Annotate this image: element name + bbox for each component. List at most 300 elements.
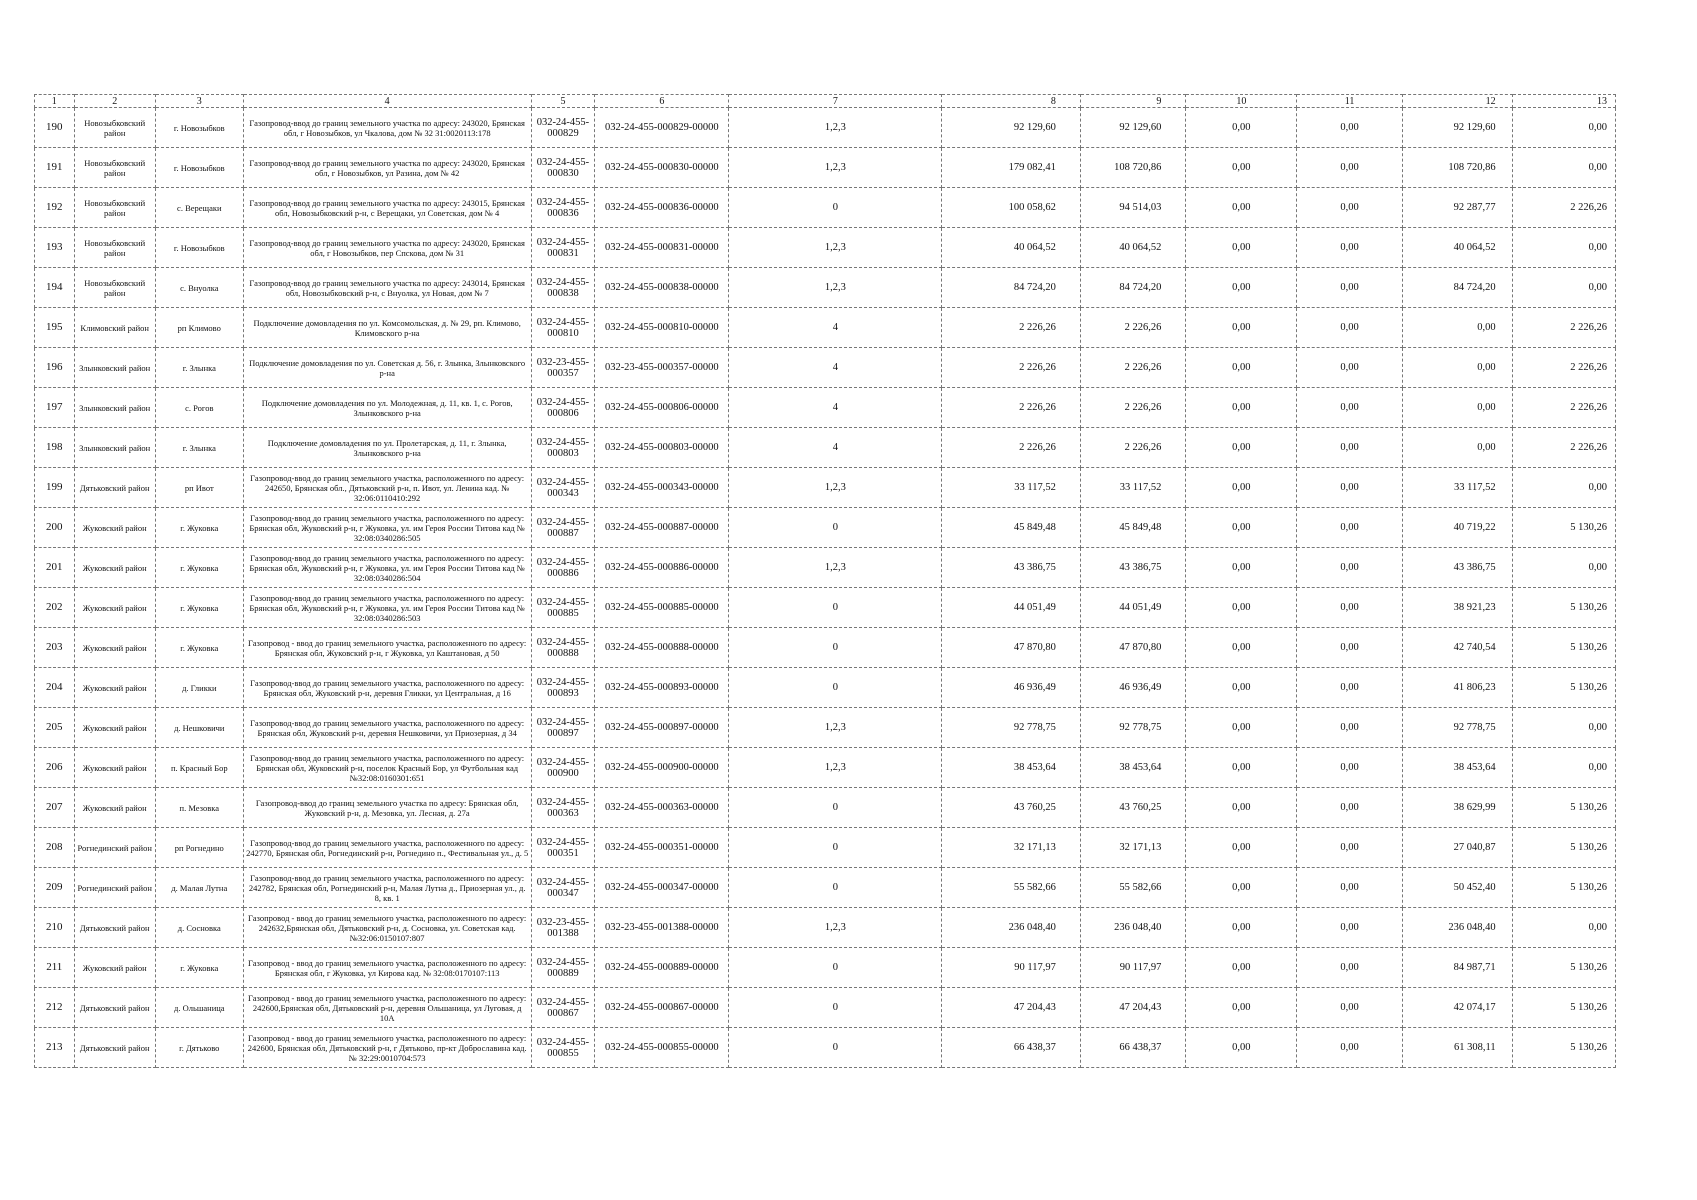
amount-10-cell: 0,00 (1186, 548, 1297, 588)
amount-8-cell: 2 226,26 (942, 348, 1080, 388)
settlement-cell: г. Дятьково (155, 1028, 243, 1068)
table-row (35, 708, 1616, 748)
amount-8-cell: 32 171,13 (942, 828, 1080, 868)
amount-13-cell: 2 226,26 (1512, 388, 1615, 428)
row-number-cell: 191 (35, 148, 75, 188)
object-full-code-cell: 032-24-455-000885-00000 (595, 588, 729, 628)
object-full-code-cell: 032-24-455-000838-00000 (595, 268, 729, 308)
column-header-3: 3 (155, 95, 243, 108)
row-number-cell: 207 (35, 788, 75, 828)
amount-9-cell: 108 720,86 (1080, 148, 1185, 188)
amount-11-cell: 0,00 (1297, 988, 1402, 1028)
amount-9-cell: 32 171,13 (1080, 828, 1185, 868)
object-full-code-cell: 032-24-455-000829-00000 (595, 108, 729, 148)
amount-11-cell: 0,00 (1297, 148, 1402, 188)
table-row (35, 748, 1616, 788)
object-code-cell: 032-24-455-000855 (531, 1028, 595, 1068)
table-row (35, 108, 1616, 148)
amount-11-cell: 0,00 (1297, 1028, 1402, 1068)
amount-9-cell: 92 778,75 (1080, 708, 1185, 748)
amount-9-cell: 33 117,52 (1080, 468, 1185, 508)
amount-11-cell: 0,00 (1297, 828, 1402, 868)
amount-11-cell: 0,00 (1297, 468, 1402, 508)
amount-9-cell: 45 849,48 (1080, 508, 1185, 548)
amount-12-cell: 41 806,23 (1402, 668, 1512, 708)
object-code-cell: 032-24-455-000889 (531, 948, 595, 988)
object-description-cell: Подключение домовладения по ул. Советская д. 56, г. Злынка, Злынковского р-на (243, 348, 531, 388)
object-description-cell: Газопровод-ввод до границ земельного участка по адресу: Брянская обл, Жуковский р-н, д. Мезовка, ул. Лесная, д. 27а (243, 788, 531, 828)
table-row (35, 188, 1616, 228)
object-full-code-cell: 032-24-455-000887-00000 (595, 508, 729, 548)
district-cell: Жуковский район (74, 668, 155, 708)
object-full-code-cell: 032-24-455-000893-00000 (595, 668, 729, 708)
object-full-code-cell: 032-24-455-000836-00000 (595, 188, 729, 228)
settlement-cell: г. Жуковка (155, 588, 243, 628)
row-number-cell: 209 (35, 868, 75, 908)
object-description-cell: Газопровод-ввод до границ земельного участка по адресу: 243020, Брянская обл, г Новозыбков, ул Чкалова, дом № 32 31:0020113:178 (243, 108, 531, 148)
category-cell: 1,2,3 (729, 108, 942, 148)
amount-11-cell: 0,00 (1297, 868, 1402, 908)
table-row (35, 508, 1616, 548)
object-full-code-cell: 032-23-455-001388-00000 (595, 908, 729, 948)
category-cell: 4 (729, 348, 942, 388)
object-full-code-cell: 032-24-455-000889-00000 (595, 948, 729, 988)
object-code-cell: 032-23-455-000357 (531, 348, 595, 388)
object-code-cell: 032-24-455-000893 (531, 668, 595, 708)
table-row (35, 548, 1616, 588)
row-number-cell: 201 (35, 548, 75, 588)
amount-13-cell: 0,00 (1512, 548, 1615, 588)
object-description-cell: Газопровод-ввод до границ земельного участка, расположенного по адресу: Брянская обл, Жуковский р-н, деревня Нешковичи, ул Приозерная, д 34 (243, 708, 531, 748)
row-number-cell: 211 (35, 948, 75, 988)
table-row (35, 948, 1616, 988)
amount-10-cell: 0,00 (1186, 228, 1297, 268)
table-row (35, 388, 1616, 428)
category-cell: 0 (729, 788, 942, 828)
object-full-code-cell: 032-23-455-000357-00000 (595, 348, 729, 388)
amount-13-cell: 0,00 (1512, 148, 1615, 188)
settlement-cell: г. Злынка (155, 428, 243, 468)
object-full-code-cell: 032-24-455-000900-00000 (595, 748, 729, 788)
object-description-cell: Газопровод-ввод до границ земельного участка, расположенного по адресу: Брянская обл, Жуковский р-н, поселок Красный Бор, ул Футбольная кад №32:08:0160301:651 (243, 748, 531, 788)
district-cell: Жуковский район (74, 708, 155, 748)
object-description-cell: Газопровод-ввод до границ земельного участка, расположенного по адресу: 242782, Брянская обл, Рогнединский р-н, Малая Лутна д., Приозерная ул., д. 8, кв. 1 (243, 868, 531, 908)
object-code-cell: 032-24-455-000343 (531, 468, 595, 508)
amount-12-cell: 0,00 (1402, 428, 1512, 468)
amount-12-cell: 0,00 (1402, 388, 1512, 428)
settlement-cell: г. Жуковка (155, 948, 243, 988)
amount-9-cell: 90 117,97 (1080, 948, 1185, 988)
object-description-cell: Газопровод-ввод до границ земельного участка, расположенного по адресу: Брянская обл, Жуковский р-н, г Жуковка, ул. им Героя России Титова кад № 32:08:0340286:504 (243, 548, 531, 588)
amount-9-cell: 47 870,80 (1080, 628, 1185, 668)
amount-13-cell: 0,00 (1512, 468, 1615, 508)
amount-10-cell: 0,00 (1186, 108, 1297, 148)
district-cell: Новозыбковский район (74, 228, 155, 268)
row-number-cell: 199 (35, 468, 75, 508)
amount-8-cell: 90 117,97 (942, 948, 1080, 988)
object-full-code-cell: 032-24-455-000888-00000 (595, 628, 729, 668)
amount-9-cell: 2 226,26 (1080, 348, 1185, 388)
column-header-5: 5 (531, 95, 595, 108)
amount-13-cell: 0,00 (1512, 708, 1615, 748)
column-header-11: 11 (1297, 95, 1402, 108)
amount-12-cell: 40 719,22 (1402, 508, 1512, 548)
amount-11-cell: 0,00 (1297, 348, 1402, 388)
object-description-cell: Газопровод - ввод до границ земельного участка, расположенного по адресу: 242632,Брянская обл, Дятьковский р-н, д. Сосновка, ул. Советская кад. №32:06:0150107:807 (243, 908, 531, 948)
table-row (35, 628, 1616, 668)
amount-13-cell: 2 226,26 (1512, 188, 1615, 228)
category-cell: 0 (729, 1028, 942, 1068)
table-row (35, 148, 1616, 188)
amount-9-cell: 84 724,20 (1080, 268, 1185, 308)
object-code-cell: 032-23-455-001388 (531, 908, 595, 948)
column-header-4: 4 (243, 95, 531, 108)
amount-9-cell: 38 453,64 (1080, 748, 1185, 788)
amount-9-cell: 92 129,60 (1080, 108, 1185, 148)
data-table (34, 94, 1616, 1068)
amount-12-cell: 38 453,64 (1402, 748, 1512, 788)
category-cell: 0 (729, 988, 942, 1028)
row-number-cell: 190 (35, 108, 75, 148)
district-cell: Новозыбковский район (74, 108, 155, 148)
amount-11-cell: 0,00 (1297, 588, 1402, 628)
district-cell: Жуковский район (74, 548, 155, 588)
amount-10-cell: 0,00 (1186, 948, 1297, 988)
object-description-cell: Газопровод-ввод до границ земельного участка по адресу: 243020, Брянская обл, г Новозыбков, пер Спскова, дом № 31 (243, 228, 531, 268)
object-full-code-cell: 032-24-455-000867-00000 (595, 988, 729, 1028)
district-cell: Новозыбковский район (74, 148, 155, 188)
row-number-cell: 192 (35, 188, 75, 228)
object-description-cell: Подключение домовладения по ул. Комсомольская, д. № 29, рп. Климово, Климовского р-на (243, 308, 531, 348)
amount-13-cell: 5 130,26 (1512, 788, 1615, 828)
amount-11-cell: 0,00 (1297, 748, 1402, 788)
category-cell: 0 (729, 948, 942, 988)
amount-8-cell: 2 226,26 (942, 308, 1080, 348)
settlement-cell: г. Злынка (155, 348, 243, 388)
district-cell: Дятьковский район (74, 1028, 155, 1068)
amount-11-cell: 0,00 (1297, 108, 1402, 148)
object-description-cell: Газопровод-ввод до границ земельного участка, расположенного по адресу: Брянская обл, Жуковский р-н, г Жуковка, ул. им Героя России Титова кад № 32:08:0340286:505 (243, 508, 531, 548)
amount-11-cell: 0,00 (1297, 708, 1402, 748)
amount-8-cell: 43 386,75 (942, 548, 1080, 588)
amount-12-cell: 0,00 (1402, 348, 1512, 388)
category-cell: 1,2,3 (729, 268, 942, 308)
amount-9-cell: 2 226,26 (1080, 428, 1185, 468)
category-cell: 0 (729, 588, 942, 628)
amount-13-cell: 5 130,26 (1512, 988, 1615, 1028)
amount-10-cell: 0,00 (1186, 708, 1297, 748)
settlement-cell: д. Малая Лутна (155, 868, 243, 908)
district-cell: Дятьковский район (74, 988, 155, 1028)
amount-8-cell: 40 064,52 (942, 228, 1080, 268)
category-cell: 1,2,3 (729, 908, 942, 948)
amount-10-cell: 0,00 (1186, 388, 1297, 428)
amount-10-cell: 0,00 (1186, 588, 1297, 628)
category-cell: 0 (729, 628, 942, 668)
amount-9-cell: 43 386,75 (1080, 548, 1185, 588)
amount-8-cell: 2 226,26 (942, 428, 1080, 468)
settlement-cell: с. Рогов (155, 388, 243, 428)
amount-9-cell: 2 226,26 (1080, 308, 1185, 348)
document-table-container (34, 94, 1616, 1068)
object-description-cell: Газопровод-ввод до границ земельного участка, расположенного по адресу: 242770, Брянская обл, Рогнединский р-н, Рогнедино п., Фестивальная ул., д. 5 (243, 828, 531, 868)
column-header-12: 12 (1402, 95, 1512, 108)
amount-8-cell: 43 760,25 (942, 788, 1080, 828)
amount-12-cell: 33 117,52 (1402, 468, 1512, 508)
amount-9-cell: 94 514,03 (1080, 188, 1185, 228)
amount-11-cell: 0,00 (1297, 628, 1402, 668)
amount-10-cell: 0,00 (1186, 148, 1297, 188)
settlement-cell: п. Красный Бор (155, 748, 243, 788)
settlement-cell: г. Новозыбков (155, 108, 243, 148)
amount-8-cell: 47 204,43 (942, 988, 1080, 1028)
object-full-code-cell: 032-24-455-000806-00000 (595, 388, 729, 428)
object-code-cell: 032-24-455-000810 (531, 308, 595, 348)
amount-12-cell: 61 308,11 (1402, 1028, 1512, 1068)
amount-13-cell: 5 130,26 (1512, 828, 1615, 868)
row-number-cell: 194 (35, 268, 75, 308)
amount-12-cell: 27 040,87 (1402, 828, 1512, 868)
amount-9-cell: 47 204,43 (1080, 988, 1185, 1028)
amount-12-cell: 38 921,23 (1402, 588, 1512, 628)
table-row (35, 588, 1616, 628)
amount-13-cell: 2 226,26 (1512, 308, 1615, 348)
district-cell: Злынковский район (74, 348, 155, 388)
amount-8-cell: 47 870,80 (942, 628, 1080, 668)
settlement-cell: г. Новозыбков (155, 148, 243, 188)
amount-10-cell: 0,00 (1186, 668, 1297, 708)
object-full-code-cell: 032-24-455-000886-00000 (595, 548, 729, 588)
amount-9-cell: 2 226,26 (1080, 388, 1185, 428)
amount-10-cell: 0,00 (1186, 748, 1297, 788)
object-code-cell: 032-24-455-000867 (531, 988, 595, 1028)
object-code-cell: 032-24-455-000836 (531, 188, 595, 228)
table-row (35, 468, 1616, 508)
settlement-cell: рп Ивот (155, 468, 243, 508)
amount-12-cell: 84 724,20 (1402, 268, 1512, 308)
object-description-cell: Газопровод-ввод до границ земельного участка, расположенного по адресу: 242650, Брянская обл., Дятьковский р-н, п. Ивот, ул. Ленина кад. № 32:06:0110410:292 (243, 468, 531, 508)
table-row (35, 1028, 1616, 1068)
amount-12-cell: 50 452,40 (1402, 868, 1512, 908)
category-cell: 0 (729, 508, 942, 548)
column-header-9: 9 (1080, 95, 1185, 108)
category-cell: 1,2,3 (729, 708, 942, 748)
category-cell: 0 (729, 668, 942, 708)
object-code-cell: 032-24-455-000887 (531, 508, 595, 548)
district-cell: Новозыбковский район (74, 188, 155, 228)
table-row (35, 308, 1616, 348)
district-cell: Жуковский район (74, 588, 155, 628)
object-code-cell: 032-24-455-000363 (531, 788, 595, 828)
amount-12-cell: 108 720,86 (1402, 148, 1512, 188)
amount-10-cell: 0,00 (1186, 348, 1297, 388)
amount-8-cell: 66 438,37 (942, 1028, 1080, 1068)
amount-13-cell: 0,00 (1512, 748, 1615, 788)
amount-11-cell: 0,00 (1297, 308, 1402, 348)
row-number-cell: 210 (35, 908, 75, 948)
object-code-cell: 032-24-455-000829 (531, 108, 595, 148)
amount-8-cell: 38 453,64 (942, 748, 1080, 788)
table-row (35, 908, 1616, 948)
amount-11-cell: 0,00 (1297, 388, 1402, 428)
row-number-cell: 193 (35, 228, 75, 268)
category-cell: 1,2,3 (729, 468, 942, 508)
amount-8-cell: 33 117,52 (942, 468, 1080, 508)
row-number-cell: 204 (35, 668, 75, 708)
object-code-cell: 032-24-455-000885 (531, 588, 595, 628)
table-row (35, 828, 1616, 868)
column-header-6: 6 (595, 95, 729, 108)
table-row (35, 868, 1616, 908)
object-code-cell: 032-24-455-000830 (531, 148, 595, 188)
amount-10-cell: 0,00 (1186, 308, 1297, 348)
category-cell: 4 (729, 308, 942, 348)
object-code-cell: 032-24-455-000806 (531, 388, 595, 428)
table-row (35, 668, 1616, 708)
object-full-code-cell: 032-24-455-000347-00000 (595, 868, 729, 908)
category-cell: 0 (729, 828, 942, 868)
settlement-cell: д. Сосновка (155, 908, 243, 948)
amount-8-cell: 55 582,66 (942, 868, 1080, 908)
object-code-cell: 032-24-455-000347 (531, 868, 595, 908)
column-number-header-row (35, 95, 1616, 108)
amount-13-cell: 2 226,26 (1512, 348, 1615, 388)
object-code-cell: 032-24-455-000803 (531, 428, 595, 468)
amount-11-cell: 0,00 (1297, 908, 1402, 948)
category-cell: 0 (729, 188, 942, 228)
object-description-cell: Газопровод-ввод до границ земельного участка по адресу: 243014, Брянская обл, Новозыбковский р-н, с Внуолка, ул Новая, дом № 7 (243, 268, 531, 308)
district-cell: Рогнединский район (74, 828, 155, 868)
amount-12-cell: 43 386,75 (1402, 548, 1512, 588)
settlement-cell: рп Рогнедино (155, 828, 243, 868)
amount-11-cell: 0,00 (1297, 668, 1402, 708)
amount-10-cell: 0,00 (1186, 508, 1297, 548)
amount-11-cell: 0,00 (1297, 268, 1402, 308)
district-cell: Климовский район (74, 308, 155, 348)
column-header-1: 1 (35, 95, 75, 108)
category-cell: 4 (729, 428, 942, 468)
object-description-cell: Газопровод-ввод до границ земельного участка по адресу: 243020, Брянская обл, г Новозыбков, ул Разина, дом № 42 (243, 148, 531, 188)
row-number-cell: 202 (35, 588, 75, 628)
object-full-code-cell: 032-24-455-000803-00000 (595, 428, 729, 468)
settlement-cell: с. Внуолка (155, 268, 243, 308)
district-cell: Жуковский район (74, 508, 155, 548)
district-cell: Дятьковский район (74, 908, 155, 948)
object-description-cell: Газопровод-ввод до границ земельного участка, расположенного по адресу: Брянская обл, Жуковский р-н, деревня Гликки, ул Центральная, д 16 (243, 668, 531, 708)
row-number-cell: 196 (35, 348, 75, 388)
table-row (35, 228, 1616, 268)
object-code-cell: 032-24-455-000886 (531, 548, 595, 588)
amount-12-cell: 42 740,54 (1402, 628, 1512, 668)
column-header-7: 7 (729, 95, 942, 108)
table-row (35, 988, 1616, 1028)
district-cell: Жуковский район (74, 748, 155, 788)
amount-13-cell: 2 226,26 (1512, 428, 1615, 468)
category-cell: 1,2,3 (729, 148, 942, 188)
amount-11-cell: 0,00 (1297, 788, 1402, 828)
object-code-cell: 032-24-455-000888 (531, 628, 595, 668)
table-row (35, 348, 1616, 388)
object-description-cell: Газопровод - ввод до границ земельного участка, расположенного по адресу: Брянская обл, г Жуковка, ул Кирова кад. № 32:08:0170107:113 (243, 948, 531, 988)
category-cell: 1,2,3 (729, 228, 942, 268)
amount-10-cell: 0,00 (1186, 1028, 1297, 1068)
settlement-cell: д. Ольшаница (155, 988, 243, 1028)
amount-10-cell: 0,00 (1186, 868, 1297, 908)
amount-10-cell: 0,00 (1186, 188, 1297, 228)
object-code-cell: 032-24-455-000351 (531, 828, 595, 868)
object-full-code-cell: 032-24-455-000810-00000 (595, 308, 729, 348)
object-description-cell: Газопровод - ввод до границ земельного участка, расположенного по адресу: Брянская обл, Жуковский р-н, г Жуковка, ул Каштановая, д 50 (243, 628, 531, 668)
category-cell: 0 (729, 868, 942, 908)
amount-12-cell: 92 287,77 (1402, 188, 1512, 228)
table-row (35, 788, 1616, 828)
amount-10-cell: 0,00 (1186, 428, 1297, 468)
amount-8-cell: 46 936,49 (942, 668, 1080, 708)
amount-12-cell: 38 629,99 (1402, 788, 1512, 828)
amount-11-cell: 0,00 (1297, 188, 1402, 228)
amount-10-cell: 0,00 (1186, 268, 1297, 308)
object-description-cell: Подключение домовладения по ул. Пролетарская, д. 11, г. Злынка, Злынковского р-на (243, 428, 531, 468)
amount-11-cell: 0,00 (1297, 428, 1402, 468)
amount-13-cell: 0,00 (1512, 228, 1615, 268)
object-full-code-cell: 032-24-455-000855-00000 (595, 1028, 729, 1068)
settlement-cell: г. Новозыбков (155, 228, 243, 268)
object-full-code-cell: 032-24-455-000831-00000 (595, 228, 729, 268)
amount-9-cell: 44 051,49 (1080, 588, 1185, 628)
column-header-8: 8 (942, 95, 1080, 108)
amount-11-cell: 0,00 (1297, 948, 1402, 988)
object-full-code-cell: 032-24-455-000343-00000 (595, 468, 729, 508)
table-row (35, 268, 1616, 308)
row-number-cell: 212 (35, 988, 75, 1028)
amount-13-cell: 5 130,26 (1512, 948, 1615, 988)
district-cell: Злынковский район (74, 428, 155, 468)
object-full-code-cell: 032-24-455-000830-00000 (595, 148, 729, 188)
amount-8-cell: 100 058,62 (942, 188, 1080, 228)
category-cell: 1,2,3 (729, 748, 942, 788)
settlement-cell: п. Мезовка (155, 788, 243, 828)
amount-13-cell: 5 130,26 (1512, 628, 1615, 668)
object-description-cell: Подключение домовладения по ул. Молодежная, д. 11, кв. 1, с. Рогов, Злынковского р-на (243, 388, 531, 428)
row-number-cell: 200 (35, 508, 75, 548)
object-description-cell: Газопровод-ввод до границ земельного участка по адресу: 243015, Брянская обл, Новозыбковский р-н, с Верещаки, ул Советская, дом № 4 (243, 188, 531, 228)
amount-13-cell: 5 130,26 (1512, 508, 1615, 548)
amount-9-cell: 46 936,49 (1080, 668, 1185, 708)
settlement-cell: г. Жуковка (155, 548, 243, 588)
column-header-10: 10 (1186, 95, 1297, 108)
settlement-cell: с. Верещаки (155, 188, 243, 228)
table-row (35, 428, 1616, 468)
district-cell: Рогнединский район (74, 868, 155, 908)
district-cell: Жуковский район (74, 628, 155, 668)
amount-10-cell: 0,00 (1186, 908, 1297, 948)
amount-10-cell: 0,00 (1186, 988, 1297, 1028)
object-description-cell: Газопровод - ввод до границ земельного участка, расположенного по адресу: 242600,Брянская обл, Дятьковский р-н, деревня Ольшаница, ул Луговая, д 10А (243, 988, 531, 1028)
amount-8-cell: 84 724,20 (942, 268, 1080, 308)
settlement-cell: д. Нешковичи (155, 708, 243, 748)
amount-12-cell: 92 778,75 (1402, 708, 1512, 748)
row-number-cell: 195 (35, 308, 75, 348)
amount-11-cell: 0,00 (1297, 508, 1402, 548)
amount-12-cell: 236 048,40 (1402, 908, 1512, 948)
amount-13-cell: 5 130,26 (1512, 668, 1615, 708)
amount-11-cell: 0,00 (1297, 548, 1402, 588)
amount-11-cell: 0,00 (1297, 228, 1402, 268)
amount-10-cell: 0,00 (1186, 788, 1297, 828)
amount-9-cell: 236 048,40 (1080, 908, 1185, 948)
row-number-cell: 205 (35, 708, 75, 748)
object-full-code-cell: 032-24-455-000351-00000 (595, 828, 729, 868)
